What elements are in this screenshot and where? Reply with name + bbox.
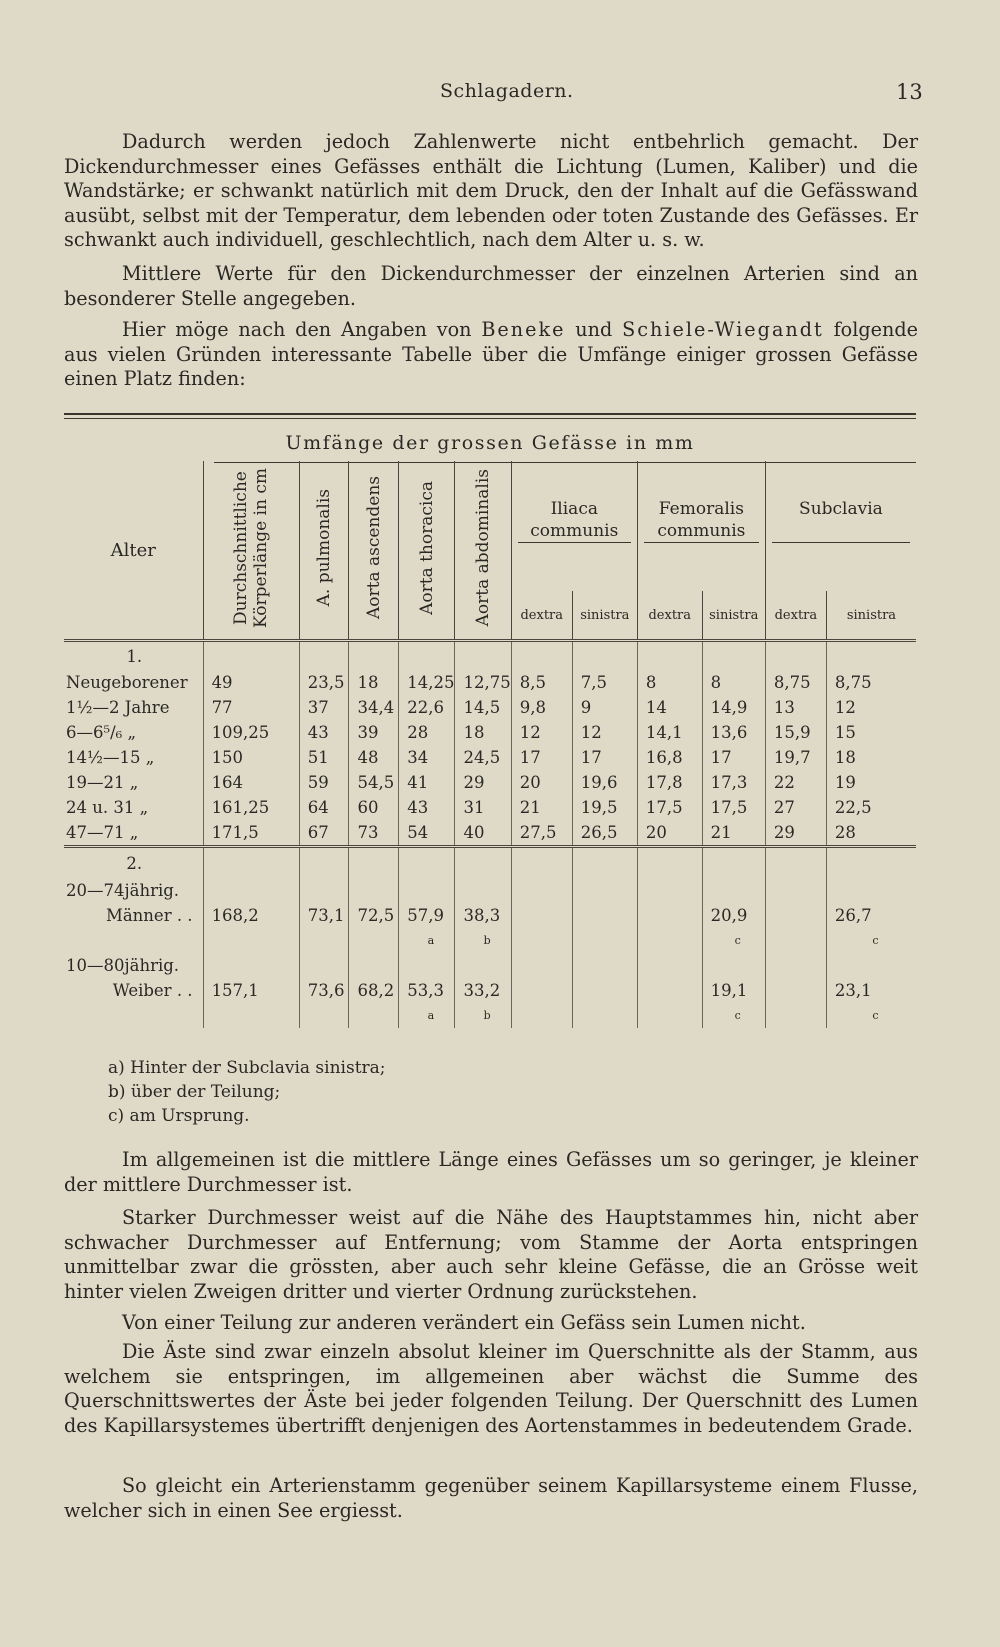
cell: 14,25: [399, 670, 455, 695]
cell: 27,5: [511, 820, 572, 847]
row-label: 19—21 „: [66, 773, 139, 792]
group-iliaca: Iliaca communis: [511, 461, 637, 591]
author-name: Schiele-Wiegandt: [622, 318, 824, 341]
cell: 21: [511, 795, 572, 820]
footnote: a) Hinter der Subclavia sinistra;: [108, 1058, 386, 1078]
footnote-mark: b: [483, 1008, 491, 1022]
cell: 60: [349, 795, 399, 820]
table-top-rule: [64, 418, 916, 419]
cell: 22,6: [399, 695, 455, 720]
section-label: 1.: [126, 646, 143, 666]
cell: 27: [765, 795, 826, 820]
cell: 17: [511, 745, 572, 770]
cell: 40: [455, 820, 511, 847]
cell: 15: [826, 720, 916, 745]
cell: 9,8: [511, 695, 572, 720]
cell: 24,5: [455, 745, 511, 770]
cell: 21: [702, 820, 765, 847]
row-label: 6—6⁵/₆ „: [66, 723, 137, 742]
cell: 9: [572, 695, 637, 720]
cell: 8: [702, 670, 765, 695]
cell: 26,5: [572, 820, 637, 847]
footnote-mark: a: [427, 933, 435, 947]
brace: [644, 542, 759, 555]
vessel-table: [64, 461, 916, 1028]
col-femoralis-sinistra: sinistra: [702, 591, 765, 640]
col-aorta-ascendens: Aorta ascendens: [349, 461, 399, 641]
col-aorta-thoracica: Aorta thoracica: [399, 461, 455, 641]
cell: 59: [299, 770, 349, 795]
cell: 64: [299, 795, 349, 820]
group-subclavia: Subclavia: [765, 461, 916, 591]
cell: 17,5: [702, 795, 765, 820]
cell: 171,5: [203, 820, 299, 847]
author-name: Beneke: [481, 318, 566, 341]
col-iliaca-sinistra: sinistra: [572, 591, 637, 640]
col-pulmonalis: A. pulmonalis: [299, 461, 349, 641]
table-row: [64, 745, 916, 770]
cell: 20: [637, 820, 702, 847]
cell: 73,1: [299, 903, 349, 928]
cell: 17: [572, 745, 637, 770]
cell: 23,1: [826, 978, 916, 1003]
cell: 33,2: [455, 978, 511, 1003]
cell: 164: [203, 770, 299, 795]
cell: 67: [299, 820, 349, 847]
row-label: 14½—15 „: [66, 748, 155, 767]
paragraph: Die Äste sind zwar einzeln absolut kleiner im Querschnitte als der Stamm, aus welchem sie entspringen, im allgemeinen aber wächst die Summe des Querschnittswertes der Äste bei jeder folgenden Teilung. Der Querschnitt des Lumen des Kapillarsystemes übertrifft denjenigen des Aortenstammes in bedeutendem Grade.: [64, 1340, 918, 1437]
cell: 19,1: [702, 978, 765, 1003]
running-title: Schlagadern.: [440, 80, 574, 102]
brace: [518, 542, 631, 555]
cell: 68,2: [349, 978, 399, 1003]
cell: 37: [299, 695, 349, 720]
row-label: Männer . .: [105, 906, 193, 925]
cell: 72,5: [349, 903, 399, 928]
footnote: c) am Ursprung.: [108, 1106, 250, 1126]
row-label: 20—74jährig.: [66, 881, 180, 900]
cell: 34,4: [349, 695, 399, 720]
table-top-rule: [64, 413, 916, 415]
cell: 29: [455, 770, 511, 795]
cell: 51: [299, 745, 349, 770]
col-subclavia-sinistra: sinistra: [826, 591, 916, 640]
table-row: [64, 670, 916, 695]
cell: 49: [203, 670, 299, 695]
footnote-mark: b: [483, 933, 491, 947]
cell: 38,3: [455, 903, 511, 928]
table-row: [64, 903, 916, 928]
cell: 20,9: [702, 903, 765, 928]
cell: 8,75: [826, 670, 916, 695]
intro-paragraph: Hier möge nach den Angaben von Beneke und Schiele-Wiegandt folgende aus vielen Gründen interessante Tabelle über die Umfänge einiger grossen Gefässe einen Platz finden:: [64, 318, 918, 390]
paragraph: Im allgemeinen ist die mittlere Länge eines Gefässes um so geringer, je kleiner der mittlere Durchmesser ist.: [64, 1148, 918, 1196]
cell: 161,25: [203, 795, 299, 820]
cell: 73,6: [299, 978, 349, 1003]
cell: 19,7: [765, 745, 826, 770]
paragraph: Von einer Teilung zur anderen verändert ein Gefäss sein Lumen nicht.: [122, 1311, 806, 1334]
cell: 18: [826, 745, 916, 770]
paragraph: Mittlere Werte für den Dickendurchmesser der einzelnen Arterien sind an besonderer Stelle angegeben.: [64, 262, 918, 310]
cell: 17: [702, 745, 765, 770]
cell: 31: [455, 795, 511, 820]
row-label: 47—71 „: [66, 823, 139, 842]
table-row: [64, 820, 916, 847]
cell: 54,5: [349, 770, 399, 795]
cell: 23,5: [299, 670, 349, 695]
row-label: Neugeborener: [66, 673, 188, 692]
cell: 20: [511, 770, 572, 795]
cell: 8: [637, 670, 702, 695]
brace: [772, 542, 910, 555]
footnote-mark: c: [872, 933, 879, 947]
cell: 18: [349, 670, 399, 695]
table-row: [64, 720, 916, 745]
cell: 28: [826, 820, 916, 847]
cell: 7,5: [572, 670, 637, 695]
cell: 16,8: [637, 745, 702, 770]
group-femoralis: Femoralis communis: [637, 461, 765, 591]
cell: 15,9: [765, 720, 826, 745]
cell: 41: [399, 770, 455, 795]
cell: 26,7: [826, 903, 916, 928]
cell: 19: [826, 770, 916, 795]
cell: 53,3: [399, 978, 455, 1003]
paragraph: Dadurch werden jedoch Zahlenwerte nicht entbehrlich gemacht. Der Dickendurchmesser eines Gefässes enthält die Lichtung (Lumen, Kaliber) und die Wandstärke; er schwankt natürlich mit dem Druck, den der Inhalt auf die Gefässwand ausübt, selbst mit der Temperatur, dem lebenden oder toten Zustande des Gefässes. Er schwankt auch individuell, geschlechtlich, nach dem Alter u. s. w.: [64, 130, 918, 251]
col-koerperlaenge: Durchschnittliche Körperlänge in cm: [203, 461, 299, 641]
cell: 77: [203, 695, 299, 720]
row-label: 1½—2 Jahre: [66, 698, 170, 717]
table-row: [64, 695, 916, 720]
cell: 12: [572, 720, 637, 745]
cell: 22: [765, 770, 826, 795]
cell: 48: [349, 745, 399, 770]
footnote-mark: a: [427, 1008, 435, 1022]
cell: 19,5: [572, 795, 637, 820]
cell: 57,9: [399, 903, 455, 928]
cell: 73: [349, 820, 399, 847]
table-row: [64, 770, 916, 795]
col-femoralis-dextra: dextra: [637, 591, 702, 640]
cell: 17,8: [637, 770, 702, 795]
footnote-mark: c: [734, 933, 741, 947]
col-aorta-abdominalis: Aorta abdominalis: [455, 461, 511, 641]
cell: 39: [349, 720, 399, 745]
cell: 14,1: [637, 720, 702, 745]
cell: 18: [455, 720, 511, 745]
cell: 150: [203, 745, 299, 770]
page-number: 13: [896, 80, 923, 104]
cell: 43: [299, 720, 349, 745]
table-row: [64, 978, 916, 1003]
footnote-mark: c: [734, 1008, 741, 1022]
cell: 8,75: [765, 670, 826, 695]
cell: 157,1: [203, 978, 299, 1003]
cell: 17,5: [637, 795, 702, 820]
cell: 29: [765, 820, 826, 847]
paragraph: So gleicht ein Arterienstamm gegenüber seinem Kapillarsysteme einem Flusse, welcher sich in einen See ergiesst.: [64, 1474, 918, 1522]
cell: 109,25: [203, 720, 299, 745]
col-subclavia-dextra: dextra: [765, 591, 826, 640]
footnote-mark: c: [872, 1008, 879, 1022]
col-alter: Alter: [110, 539, 156, 561]
row-label: 24 u. 31 „: [66, 798, 149, 817]
paragraph: Starker Durchmesser weist auf die Nähe des Hauptstammes hin, nicht aber schwacher Durchmesser auf Entfernung; vom Stamme der Aorta entspringen unmittelbar zwar die grössten, aber auch sehr kleine Gefässe, die an Grösse weit hinter vielen Zweigen dritter und vierter Ordnung zurückstehen.: [64, 1206, 918, 1303]
cell: 14,9: [702, 695, 765, 720]
cell: 14,5: [455, 695, 511, 720]
col-iliaca-dextra: dextra: [511, 591, 572, 640]
cell: 12: [511, 720, 572, 745]
cell: 54: [399, 820, 455, 847]
cell: 12: [826, 695, 916, 720]
cell: 28: [399, 720, 455, 745]
row-label: 10—80jährig.: [66, 956, 180, 975]
row-label: Weiber . .: [112, 981, 193, 1000]
cell: 168,2: [203, 903, 299, 928]
cell: 13: [765, 695, 826, 720]
section-label: 2.: [126, 853, 143, 873]
cell: 19,6: [572, 770, 637, 795]
cell: 13,6: [702, 720, 765, 745]
cell: 12,75: [455, 670, 511, 695]
cell: 22,5: [826, 795, 916, 820]
footnote: b) über der Teilung;: [108, 1082, 281, 1102]
cell: 43: [399, 795, 455, 820]
cell: 8,5: [511, 670, 572, 695]
cell: 17,3: [702, 770, 765, 795]
table-row: [64, 795, 916, 820]
cell: 34: [399, 745, 455, 770]
table-caption: Umfänge der grossen Gefässe in mm: [285, 432, 695, 454]
cell: 14: [637, 695, 702, 720]
